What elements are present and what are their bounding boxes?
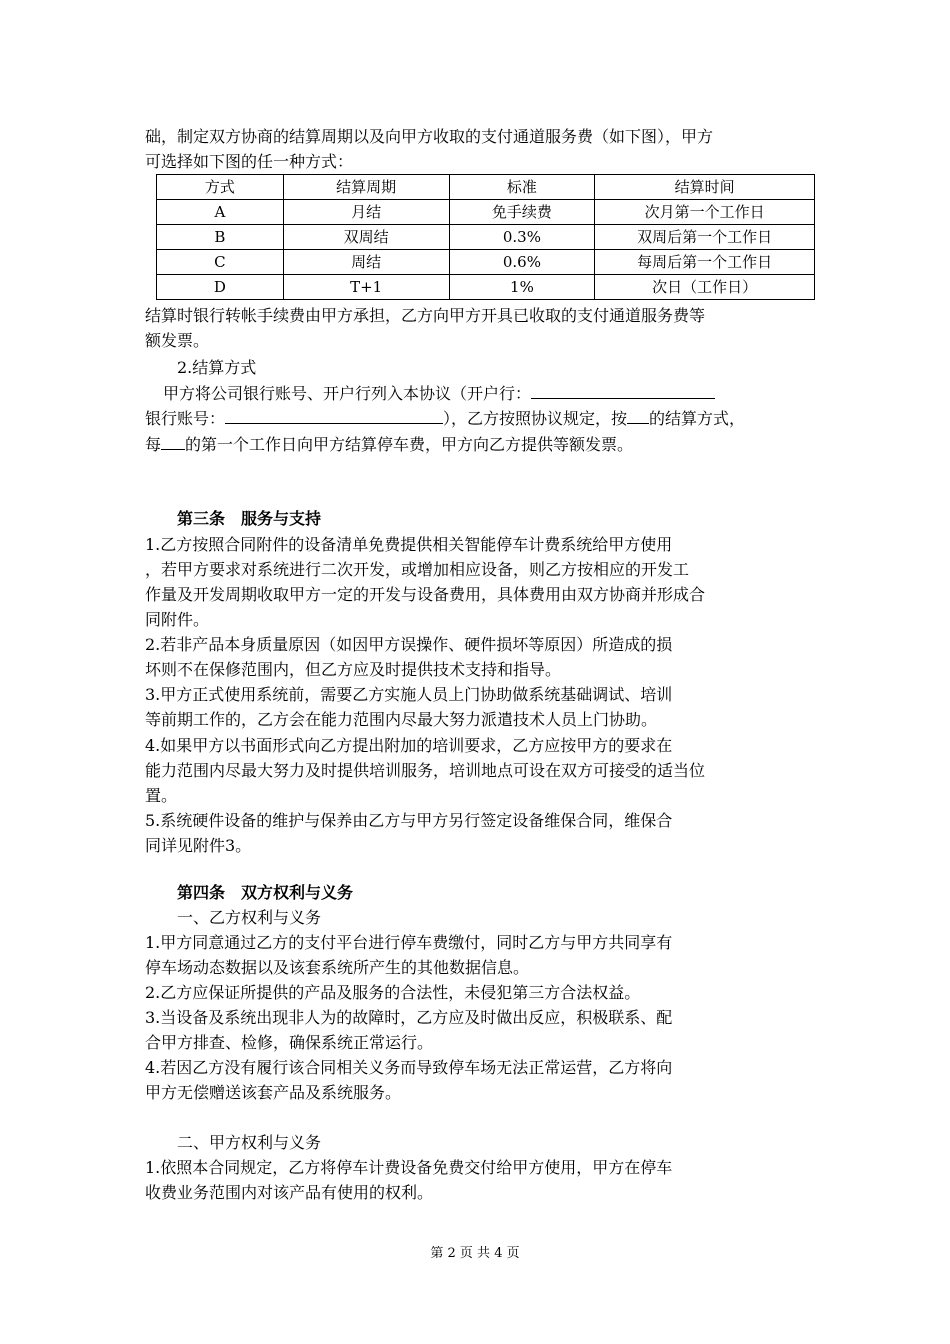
settlement-line-3a: 每 xyxy=(145,435,162,454)
table-cell: 双周后第一个工作日 xyxy=(595,225,815,250)
settlement-line-2 xyxy=(145,405,815,432)
article3-line: 3.甲方正式使用系统前，需要乙方实施人员上门协助做系统基础调试、培训 xyxy=(145,685,673,704)
table-cell: 0.3% xyxy=(449,225,595,250)
period-blank xyxy=(161,431,185,450)
article4-title: 第四条 双方权利与义务 xyxy=(177,883,354,902)
table-header-cell: 结算周期 xyxy=(283,175,449,200)
article4-line: 甲方无偿赠送该套产品及系统服务。 xyxy=(145,1083,402,1102)
table-row xyxy=(157,275,815,300)
table-row xyxy=(157,225,815,250)
table-cell: 次月第一个工作日 xyxy=(595,200,815,225)
article3-title: 第三条 服务与支持 xyxy=(177,509,322,528)
article3-line: 置。 xyxy=(145,786,178,805)
article4-line: 收费业务范围内对该产品有使用的权利。 xyxy=(145,1183,434,1202)
table-cell: 次日（工作日） xyxy=(595,275,815,300)
article3-line: 4.如果甲方以书面形式向乙方提出附加的培训要求，乙方应按甲方的要求在 xyxy=(145,736,673,755)
table-cell: T+1 xyxy=(283,275,449,300)
table-cell: 每周后第一个工作日 xyxy=(595,250,815,275)
article4-line: 4.若因乙方没有履行该合同相关义务而导致停车场无法正常运营，乙方将向 xyxy=(145,1058,673,1077)
table-header-row xyxy=(157,175,815,200)
article3-line: 同详见附件3。 xyxy=(145,836,252,855)
settlement-line-2a: 银行账号： xyxy=(145,409,226,428)
page-footer: 第 2 页 共 4 页 xyxy=(430,1246,520,1261)
article4-subheading-2: 二、甲方权利与义务 xyxy=(177,1133,322,1152)
table-cell: A xyxy=(157,200,284,225)
settlement-line-2b: ），乙方按照协议规定，按 xyxy=(443,409,628,428)
after-table-line-1: 结算时银行转帐手续费由甲方承担，乙方向甲方开具已收取的支付通道服务费等 xyxy=(145,306,706,325)
settlement-line-1 xyxy=(163,380,833,407)
article4-line: 2.乙方应保证所提供的产品及服务的合法性，未侵犯第三方合法权益。 xyxy=(145,983,641,1002)
table-header-cell: 方式 xyxy=(157,175,284,200)
settlement-heading: 2.结算方式 xyxy=(177,358,257,377)
intro-line-2: 可选择如下图的任一种方式： xyxy=(145,152,354,171)
table-header-cell: 标准 xyxy=(449,175,595,200)
bank-name-blank xyxy=(531,380,715,399)
article4-line: 1.甲方同意通过乙方的支付平台进行停车费缴付，同时乙方与甲方共同享有 xyxy=(145,933,673,952)
article4-line: 3.当设备及系统出现非人为的故障时，乙方应及时做出反应，积极联系、配 xyxy=(145,1008,673,1027)
table-cell: 免手续费 xyxy=(449,200,595,225)
article4-line: 停车场动态数据以及该套系统所产生的其他数据信息。 xyxy=(145,958,530,977)
article3-line: 坏则不在保修范围内，但乙方应及时提供技术支持和指导。 xyxy=(145,660,562,679)
settlement-line-3b: 的第一个工作日向甲方结算停车费，甲方向乙方提供等额发票。 xyxy=(185,435,634,454)
table-header-cell: 结算时间 xyxy=(595,175,815,200)
article3-line: 2.若非产品本身质量原因（如因甲方误操作、硬件损坏等原因）所造成的损 xyxy=(145,635,673,654)
article3-line: 作量及开发周期收取甲方一定的开发与设备费用，具体费用由双方协商并形成合 xyxy=(145,585,706,604)
article4-line: 1.依照本合同规定，乙方将停车计费设备免费交付给甲方使用，甲方在停车 xyxy=(145,1158,673,1177)
method-blank xyxy=(627,405,649,424)
table-cell: C xyxy=(157,250,284,275)
settlement-table xyxy=(156,174,815,300)
table-cell: 周结 xyxy=(283,250,449,275)
article3-line: 同附件。 xyxy=(145,610,210,629)
table-row xyxy=(157,200,815,225)
article3-line: ，若甲方要求对系统进行二次开发，或增加相应设备，则乙方按相应的开发工 xyxy=(145,560,690,579)
table-cell: 双周结 xyxy=(283,225,449,250)
settlement-line-2c: 的结算方式， xyxy=(649,409,746,428)
article3-line: 5.系统硬件设备的维护与保养由乙方与甲方另行签定设备维保合同，维保合 xyxy=(145,811,673,830)
article4-line: 合甲方排查、检修，确保系统正常运行。 xyxy=(145,1033,434,1052)
article4-subheading-1: 一、乙方权利与义务 xyxy=(177,908,322,927)
article3-line: 能力范围内尽最大努力及时提供培训服务，培训地点可设在双方可接受的适当位 xyxy=(145,761,706,780)
table-cell: B xyxy=(157,225,284,250)
article3-line: 等前期工作的，乙方会在能力范围内尽最大努力派遣技术人员上门协助。 xyxy=(145,710,658,729)
settlement-line-1-text: 甲方将公司银行账号、开户行列入本协议（开户行： xyxy=(163,384,532,403)
article3-line: 1.乙方按照合同附件的设备清单免费提供相关智能停车计费系统给甲方使用 xyxy=(145,535,673,554)
table-cell: D xyxy=(157,275,284,300)
intro-line-1: 础，制定双方协商的结算周期以及向甲方收取的支付通道服务费（如下图），甲方 xyxy=(145,127,714,146)
table-cell: 1% xyxy=(449,275,595,300)
after-table-line-2: 额发票。 xyxy=(145,331,210,350)
account-number-blank xyxy=(225,405,443,424)
table-row xyxy=(157,250,815,275)
table-cell: 月结 xyxy=(283,200,449,225)
settlement-line-3 xyxy=(145,431,815,458)
table-cell: 0.6% xyxy=(449,250,595,275)
